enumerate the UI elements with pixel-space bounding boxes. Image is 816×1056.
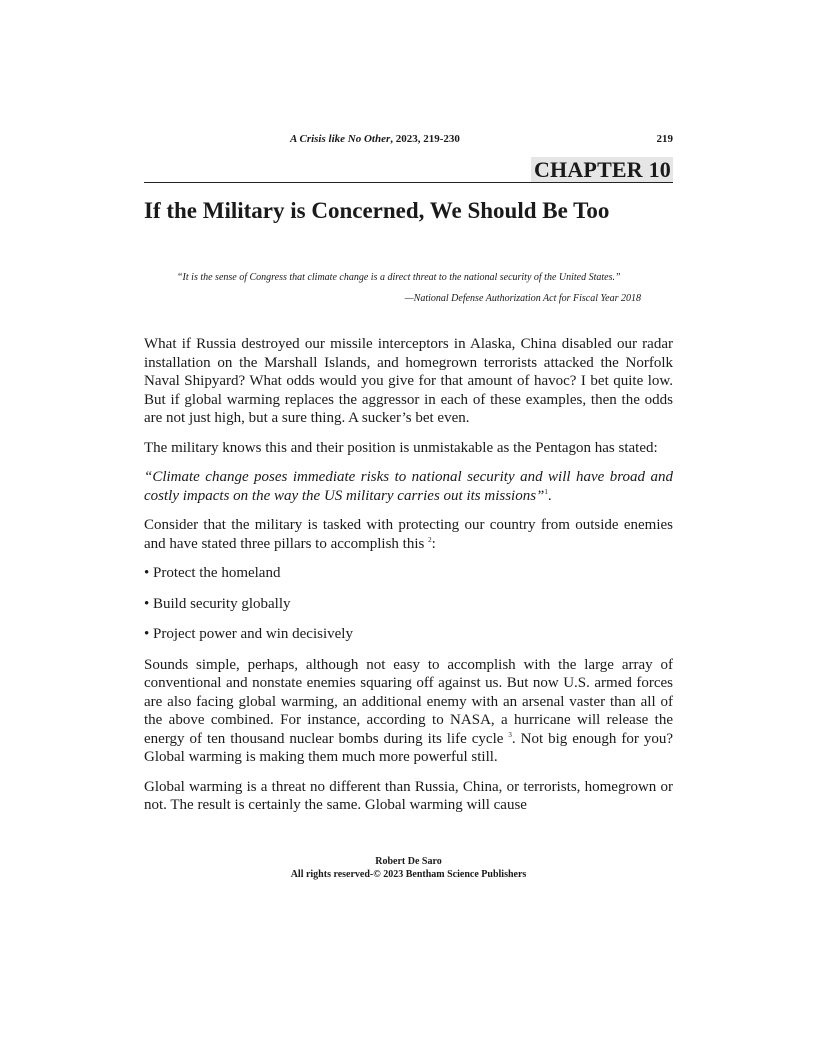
pentagon-quote-end: . (547, 487, 552, 504)
book-page (144, 0, 673, 1056)
chapter-title: If the Military is Concerned, We Should Be Too (144, 198, 610, 223)
paragraph-3-end: : (431, 535, 436, 552)
chapter-divider (144, 182, 673, 183)
paragraph-1: What if Russia destroyed our missile interceptors in Alaska, China disabled our radar installation on the Marshall Islands, and homegrown terrorists attacked the Norfolk Naval Shipyard? What odds would you give for that amount of havoc? I bet quite low. But if global warming replaces the aggressor in each of these examples, then the odds are not just high, but a sure thing. A sucker’s bet even. (144, 336, 673, 426)
chapter-label: CHAPTER 10 (531, 157, 673, 182)
paragraph-4-text: Sounds simple, perhaps, although not easy to accomplish with the large array of conventional and nonstate enemies squaring off against us. But now U.S. armed forces are also facing global warming, an additional enemy with an arsenal vaster than all of the above combined. For instance, according to NASA, a hurricane will release the energy of ten thousand nuclear bombs during its life cycle (144, 656, 673, 747)
book-title: A Crisis like No Other (290, 133, 391, 145)
page-footer (144, 855, 673, 881)
paragraph-4 (144, 656, 673, 767)
epigraph-attribution: —National Defense Authorization Act for Fiscal Year 2018 (404, 293, 641, 304)
pentagon-quote-text: “Climate change poses immediate risks to national security and will have broad and costly impacts on the way the US military carries out its missions” (144, 469, 673, 504)
bullet-item: • Protect the homeland (144, 565, 281, 581)
book-citation (290, 133, 460, 145)
paragraph-2: The military knows this and their position is unmistakable as the Pentagon has stated: (144, 439, 658, 456)
pentagon-quote (144, 468, 673, 505)
epigraph-quote: “It is the sense of Congress that climate change is a direct threat to the national security of the United States.” (177, 272, 621, 283)
footer-rights: All rights reserved-© 2023 Bentham Science Publishers (290, 869, 527, 880)
paragraph-3-text: Consider that the military is tasked with protecting our country from outside enemies and have stated three pillars to accomplish this (144, 517, 673, 552)
epigraph (177, 270, 641, 306)
running-header (144, 133, 673, 149)
paragraph-3 (144, 516, 673, 553)
book-details: , 2023, 219-230 (390, 133, 460, 145)
bullet-item: • Build security globally (144, 595, 291, 612)
body-text (144, 335, 673, 826)
paragraph-5: Global warming is a threat no different than Russia, China, or terrorists, homegrown or not. The result is certainly the same. Global warming will cause (144, 778, 673, 813)
reference-1[interactable]: 1 (544, 487, 548, 496)
reference-3[interactable]: 3 (508, 730, 512, 739)
page-number: 219 (656, 133, 673, 145)
footer-author: Robert De Saro (375, 856, 442, 867)
paragraph-4-end: . Not big enough for you? Global warming is making them much more powerful still. (144, 730, 673, 765)
reference-2[interactable]: 2 (428, 535, 432, 544)
bullet-item: • Project power and win decisively (144, 626, 353, 642)
